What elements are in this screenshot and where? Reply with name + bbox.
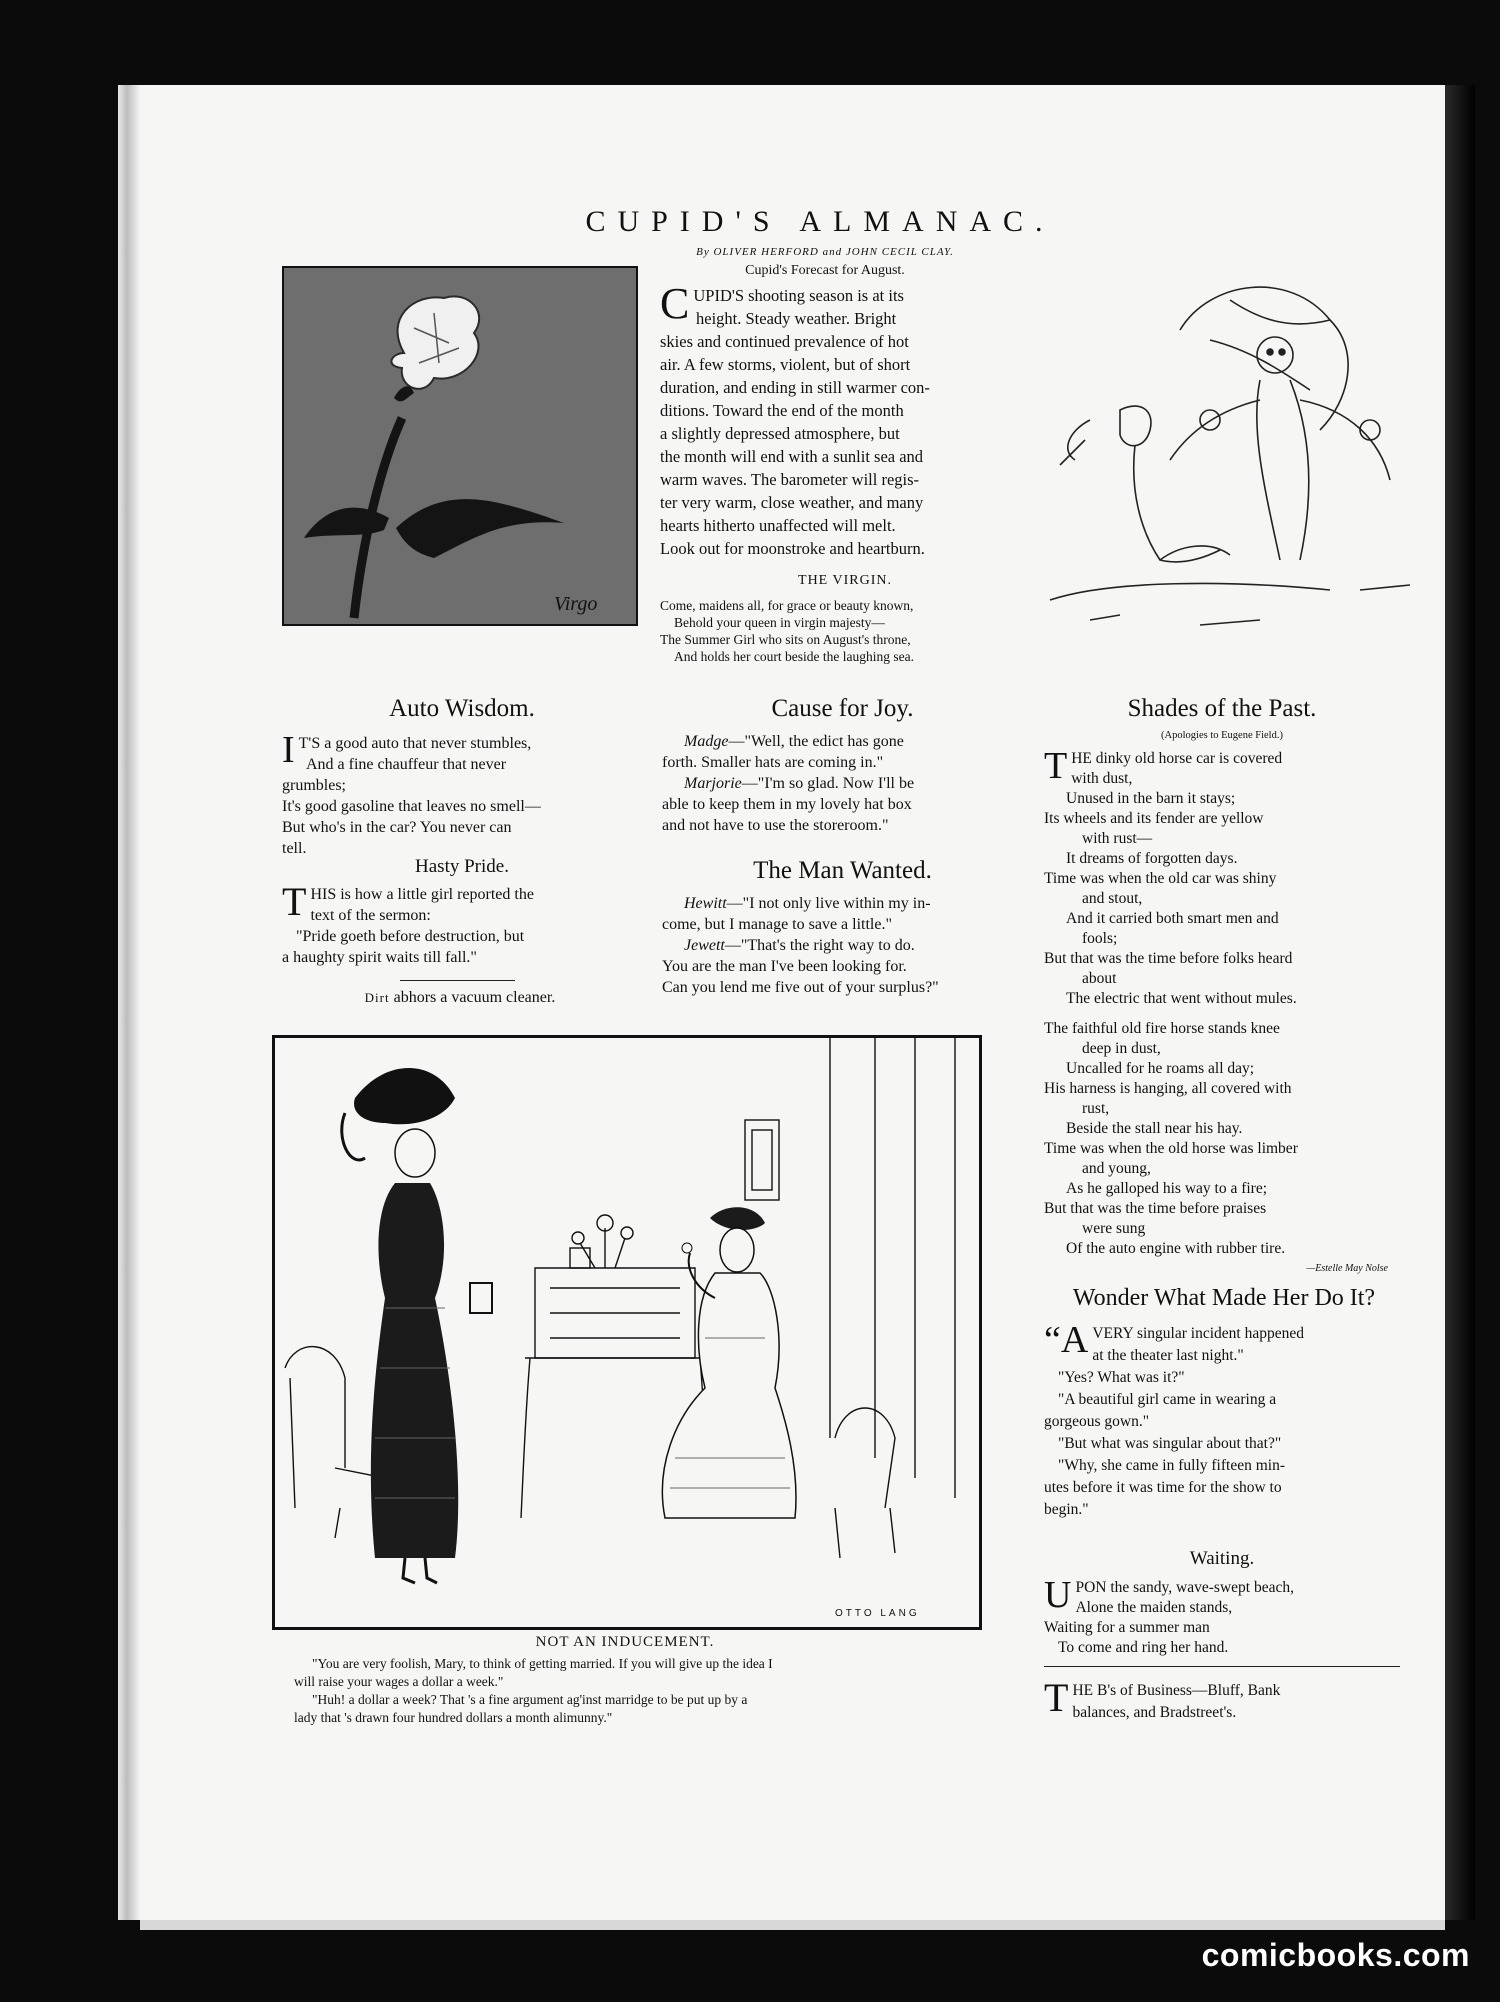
forecast-dropcap: C: [660, 279, 690, 328]
poem-line: HE dinky old horse car is covered: [1071, 750, 1283, 767]
divider-rule: [400, 980, 515, 981]
hasty-pride-title: Hasty Pride.: [415, 856, 509, 877]
dialogue-line: utes before it was time for the show to: [1044, 1479, 1282, 1496]
poem-line: Its wheels and its fender are yellow: [1044, 810, 1264, 827]
rose-drawing: [284, 268, 636, 624]
wonder-body: [1044, 1319, 1400, 1521]
text-line: text of the sermon:: [310, 907, 431, 924]
divider-rule: [1044, 1666, 1400, 1667]
forecast-title: Cupid's Forecast for August.: [745, 263, 905, 278]
verse-line: And holds her court beside the laughing sea.: [674, 649, 914, 664]
poem-line: It dreams of forgotten days.: [1066, 850, 1238, 867]
auto-wisdom-title: Auto Wisdom.: [389, 695, 535, 722]
dialogue-line: forth. Smaller hats are coming in.": [662, 754, 884, 771]
shades-of-past-stanza-1: [1044, 745, 1402, 1009]
dialogue-line: [662, 773, 1024, 794]
cartoon-signature: OTTO LANG: [835, 1608, 920, 1619]
forecast-body: [660, 279, 1020, 560]
poem-line: Of the auto engine with rubber tire.: [1066, 1240, 1286, 1257]
cartoon-illustration: [272, 1035, 982, 1630]
wonder-dropcap: [1044, 1319, 1089, 1361]
waiting-body: [1044, 1574, 1400, 1658]
dialogue-line: "A beautiful girl came in wearing a: [1058, 1391, 1277, 1408]
hasty-pride-body: [282, 879, 638, 968]
forecast-line: ter very warm, close weather, and many: [660, 493, 924, 512]
bs-business-body: [1044, 1675, 1400, 1724]
poem-line: PON the sandy, wave-swept beach,: [1075, 1579, 1294, 1596]
dialogue-line: You are the man I've been looking for.: [662, 958, 907, 975]
forecast-line: a slightly depressed atmosphere, but: [660, 424, 900, 443]
poem-line: It's good gasoline that leaves no smell—: [282, 798, 541, 815]
speaker-name: Madge: [684, 733, 729, 750]
speaker-name: Marjorie: [684, 775, 742, 792]
forecast-line: air. A few storms, violent, but of short: [660, 355, 911, 374]
poem-line: The electric that went without mules.: [1066, 990, 1297, 1007]
dropcap-letter: A: [1060, 1319, 1089, 1361]
poem-line: But that was the time before praises: [1044, 1200, 1267, 1217]
forecast-line: skies and continued prevalence of hot: [660, 332, 909, 351]
dialogue-line: "Why, she came in fully fifteen min-: [1058, 1457, 1285, 1474]
text-line: a haughty spirit waits till fall.": [282, 949, 477, 966]
auto-wisdom-dropcap: I: [282, 729, 295, 771]
shades-of-past-subtitle: (Apologies to Eugene Field.): [1161, 730, 1283, 741]
virgin-verse: [660, 597, 1030, 665]
hasty-pride-dropcap: T: [282, 879, 307, 924]
cupid-butterfly-sketch: [1030, 260, 1430, 650]
scan-page-edge-left: [118, 85, 140, 1920]
byline: By OLIVER HERFORD and JOHN CECIL CLAY.: [696, 246, 954, 258]
man-wanted-title: The Man Wanted.: [753, 857, 932, 884]
poem-line: Beside the stall near his hay.: [1066, 1120, 1243, 1137]
dirt-line: [282, 987, 638, 1008]
virgin-title: THE VIRGIN.: [798, 573, 892, 588]
speaker-name: Hewitt: [684, 895, 727, 912]
dialogue-line: and not have to use the storeroom.": [662, 817, 889, 834]
dialogue-line: at the theater last night.": [1092, 1347, 1244, 1364]
waiting-title: Waiting.: [1189, 1548, 1255, 1569]
forecast-line: ditions. Toward the end of the month: [660, 401, 904, 420]
poem-line: Waiting for a summer man: [1044, 1619, 1210, 1636]
text-line: HE B's of Business—Bluff, Bank: [1072, 1682, 1281, 1699]
scan-page-edge-bottom: [140, 1920, 1445, 1930]
cartoon-drawing: [275, 1038, 979, 1627]
poem-line: T'S a good auto that never stumbles,: [298, 735, 532, 752]
cartoon-caption-title: NOT AN INDUCEMENT.: [535, 1634, 715, 1650]
forecast-line: UPID'S shooting season is at its: [693, 286, 904, 305]
poem-line: and young,: [1082, 1160, 1151, 1177]
verse-line: Behold your queen in virgin majesty—: [674, 615, 885, 630]
dialogue-line: come, but I manage to save a little.": [662, 916, 893, 933]
shades-of-past-stanza-2: [1044, 1019, 1402, 1279]
cupid-drawing: [1030, 260, 1430, 650]
text-line: HIS is how a little girl reported the: [310, 886, 534, 903]
poem-line: Unused in the barn it stays;: [1066, 790, 1236, 807]
bs-business-dropcap: T: [1044, 1675, 1069, 1720]
cartoon-caption: [294, 1655, 984, 1727]
dirt-smallcap: Dirt: [364, 990, 390, 1005]
cause-for-joy-body: [662, 731, 1024, 836]
dialogue-text: —"I'm so glad. Now I'll be: [741, 775, 915, 792]
caption-line: lady that 's drawn four hundred dollars a month alimunny.": [294, 1710, 613, 1725]
text-line: "Pride goeth before destruction, but: [296, 928, 525, 945]
poem-line: rust,: [1082, 1100, 1110, 1117]
poem-line: But that was the time before folks heard: [1044, 950, 1293, 967]
forecast-line: hearts hitherto unaffected will melt.: [660, 516, 896, 535]
site-watermark: comicbooks.com: [1201, 1937, 1470, 1973]
rose-signature: Virgo: [554, 593, 598, 615]
forecast-line: the month will end with a sunlit sea and: [660, 447, 924, 466]
text-line: balances, and Bradstreet's.: [1072, 1704, 1237, 1721]
forecast-line: duration, and ending in still warmer con-: [660, 378, 930, 397]
dialogue-text: —"That's the right way to do.: [724, 937, 915, 954]
poem-line: fools;: [1082, 930, 1118, 947]
wonder-title: Wonder What Made Her Do It?: [1072, 1285, 1376, 1311]
poem-line: To come and ring her hand.: [1058, 1639, 1229, 1656]
poem-line: And it carried both smart men and: [1066, 910, 1279, 927]
poem-line: and stout,: [1082, 890, 1143, 907]
dialogue-line: "Yes? What was it?": [1058, 1369, 1185, 1386]
poem-line: Alone the maiden stands,: [1075, 1599, 1233, 1616]
man-wanted-body: [662, 893, 1027, 998]
page-title: CUPID'S ALMANAC.: [585, 205, 1055, 238]
poem-line: The faithful old fire horse stands knee: [1044, 1020, 1280, 1037]
poem-line: Uncalled for he roams all day;: [1066, 1060, 1255, 1077]
poem-line: about: [1082, 970, 1117, 987]
dialogue-line: begin.": [1044, 1501, 1089, 1518]
poem-line: with dust,: [1071, 770, 1133, 787]
dialogue-line: "But what was singular about that?": [1058, 1435, 1282, 1452]
verse-line: The Summer Girl who sits on August's throne,: [660, 632, 911, 647]
poem-line: grumbles;: [282, 777, 346, 794]
poem-line: tell.: [282, 840, 307, 857]
caption-line: "You are very foolish, Mary, to think of getting married. If you will give up the idea I: [312, 1656, 773, 1671]
dialogue-line: [662, 731, 1024, 752]
dialogue-line: Can you lend me five out of your surplus?": [662, 979, 939, 996]
poem-line: Time was when the old horse was limber: [1044, 1140, 1298, 1157]
dialogue-line: gorgeous gown.": [1044, 1413, 1150, 1430]
forecast-line: Look out for moonstroke and heartburn.: [660, 539, 925, 558]
scan-page-edge-right: [1445, 85, 1475, 1920]
auto-wisdom-body: [282, 729, 638, 859]
dirt-rest: abhors a vacuum cleaner.: [389, 989, 556, 1006]
dialogue-line: VERY singular incident happened: [1092, 1325, 1304, 1342]
caption-line: will raise your wages a dollar a week.": [294, 1674, 504, 1689]
shades-of-past-title: Shades of the Past.: [1127, 695, 1317, 722]
cause-for-joy-title: Cause for Joy.: [771, 695, 914, 722]
poem-signature: —Estelle May Nolse: [1306, 1263, 1388, 1274]
dialogue-text: —"Well, the edict has gone: [728, 733, 904, 750]
rose-illustration: [282, 266, 638, 626]
poem-line: deep in dust,: [1082, 1040, 1161, 1057]
caption-line: "Huh! a dollar a week? That 's a fine argument ag'inst marridge to be put up by a: [312, 1692, 748, 1707]
forecast-line: warm waves. The barometer will regis-: [660, 470, 920, 489]
poem-line: But who's in the car? You never can: [282, 819, 512, 836]
poem-line: with rust—: [1082, 830, 1153, 847]
forecast-line: height. Steady weather. Bright: [696, 309, 897, 328]
waiting-dropcap: U: [1044, 1574, 1072, 1616]
poem-line: His harness is hanging, all covered with: [1044, 1080, 1292, 1097]
speaker-name: Jewett: [684, 937, 725, 954]
poem-line: Time was when the old car was shiny: [1044, 870, 1277, 887]
dialogue-line: [662, 893, 1027, 914]
dialogue-line: able to keep them in my lovely hat box: [662, 796, 912, 813]
shades-dropcap: T: [1044, 745, 1068, 787]
poem-line: And a fine chauffeur that never: [306, 756, 507, 773]
dialogue-text: —"I not only live within my in-: [726, 895, 931, 912]
open-quote: “: [1044, 1319, 1061, 1361]
dialogue-line: [662, 935, 1027, 956]
forecast-lines: [660, 279, 1020, 560]
poem-line: were sung: [1082, 1220, 1146, 1237]
poem-line: As he galloped his way to a fire;: [1066, 1180, 1268, 1197]
verse-line: Come, maidens all, for grace or beauty known,: [660, 598, 914, 613]
